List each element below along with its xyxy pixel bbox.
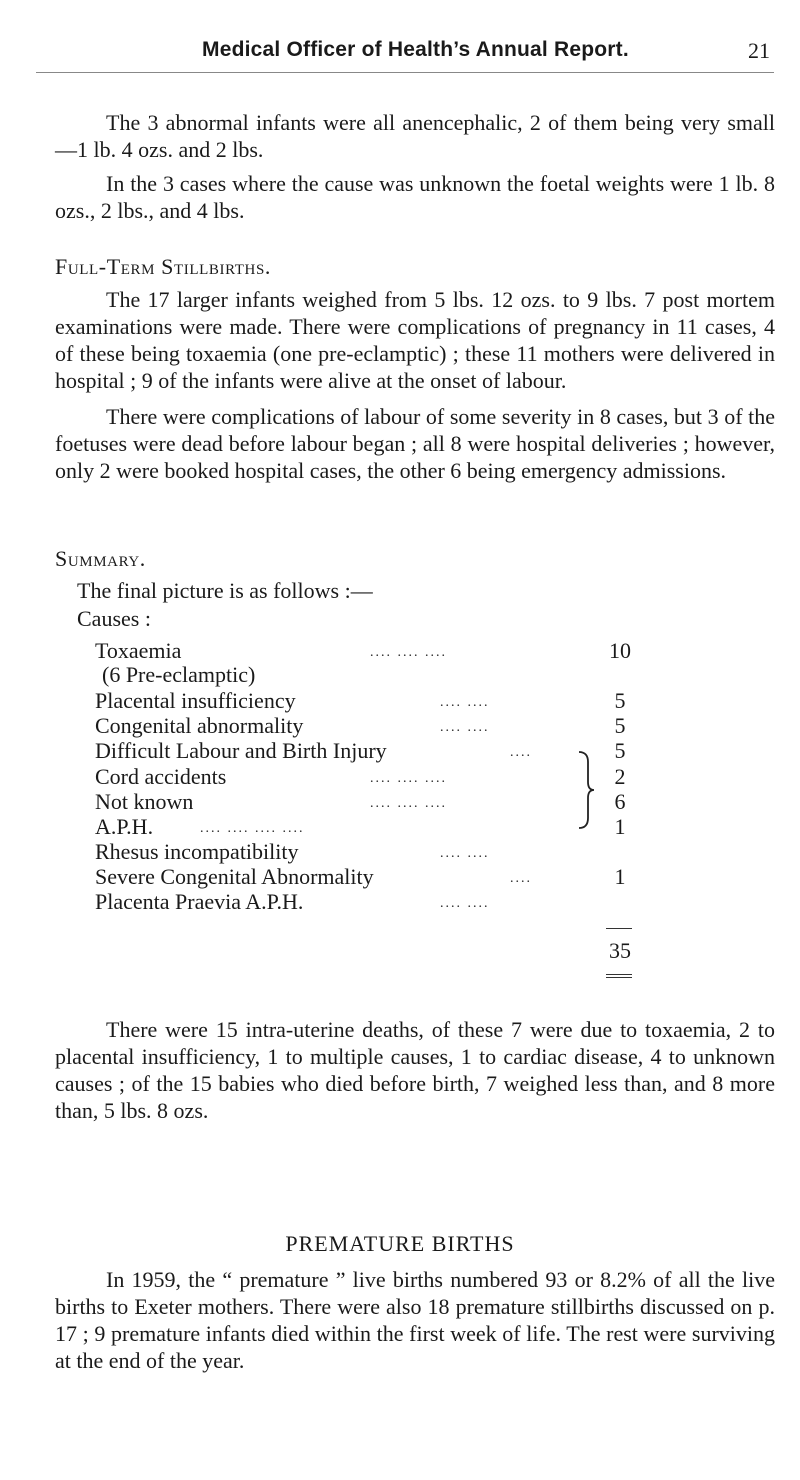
- causes-label: Causes :: [77, 606, 151, 631]
- grouped-value: 1: [614, 864, 626, 889]
- paragraph-premature-births: In 1959, the “ premature ” live births numbered 93 or 8.2% of all the live births to Exeter mothers. There were also 18 premature stillbirths discussed on p. 17 ; 9 premature infants died within the first week of life. The rest were surviving at the end of the year.: [55, 1267, 775, 1373]
- cause-value: 10: [609, 638, 631, 663]
- total-rule: [606, 928, 632, 929]
- paragraph-abnormal-infants: The 3 abnormal infants were all anencephalic, 2 of them being very small—1 lb. 4 ozs. and 2 lbs.: [55, 110, 775, 162]
- paragraph-intrauterine-deaths: There were 15 intra-uterine deaths, of these 7 were due to toxaemia, 2 to placental insufficiency, 1 to multiple causes, 1 to cardiac disease, 4 to unknown causes ; of the 15 babies who died before birth, 7 weighed less than, and 8 more than, 5 lbs. 8 ozs.: [55, 1017, 775, 1123]
- cause-label: Toxaemia: [95, 638, 182, 663]
- cause-value: 1: [614, 814, 626, 839]
- final-picture-line: The final picture is as follows :—: [77, 578, 373, 603]
- cause-label: A.P.H.: [95, 814, 154, 839]
- heading-full-term-stillbirths: Full-Term Stillbirths.: [55, 254, 272, 279]
- leader-dots: .... .... ....: [370, 645, 447, 660]
- cause-label: Placenta Praevia A.P.H.: [95, 889, 304, 914]
- paragraph-unknown-cause: In the 3 cases where the cause was unknown the foetal weights were 1 lb. 8 ozs., 2 lbs., and 4 lbs.: [55, 171, 775, 223]
- causes-total: 35: [609, 938, 631, 963]
- leader-dots: .... ....: [440, 846, 490, 861]
- heading-summary: Summary.: [55, 546, 146, 571]
- cause-sublabel: (6 Pre-eclamptic): [102, 662, 256, 687]
- report-title: Medical Officer of Health’s Annual Report.: [202, 38, 629, 61]
- heading-premature-births: PREMATURE BIRTHS: [285, 1231, 515, 1256]
- cause-value: 5: [614, 713, 626, 738]
- cause-label: Placental insufficiency: [95, 688, 296, 713]
- paragraph-labour-complications: There were complications of labour of some severity in 8 cases, but 3 of the foetuses were dead before labour began ; all 8 were hospital deliveries ; however, only 2 were booked hospital cases, the other 6 being emergency admissions.: [55, 404, 775, 483]
- leader-dots: .... .... .... ....: [200, 821, 305, 836]
- cause-value: 2: [614, 764, 626, 789]
- header-rule: [36, 72, 774, 73]
- leader-dots: .... ....: [440, 695, 490, 710]
- cause-label: Difficult Labour and Birth Injury: [95, 738, 387, 763]
- cause-label: Congenital abnormality: [95, 713, 304, 738]
- page-header: [36, 38, 774, 78]
- cause-label: Not known: [95, 789, 194, 814]
- total-double-rule-bottom: [606, 977, 632, 978]
- page-number: 21: [748, 38, 770, 63]
- leader-dots: .... ....: [440, 720, 490, 735]
- cause-value: 6: [614, 789, 626, 814]
- paragraph-larger-infants: The 17 larger infants weighed from 5 lbs. 12 ozs. to 9 lbs. 7 post mortem examinations were made. There were complications of pregnancy in 11 cases, 4 of these being toxaemia (one pre-eclamptic) ; these 11 mothers were delivered in hospital ; 9 of the infants were alive at the onset of labour.: [55, 287, 775, 393]
- total-double-rule-top: [606, 974, 632, 975]
- leader-dots: ....: [510, 745, 532, 760]
- leader-dots: .... .... ....: [370, 796, 447, 811]
- cause-value: 5: [614, 738, 626, 763]
- right-brace-icon: [576, 748, 596, 832]
- cause-value: 5: [614, 688, 626, 713]
- cause-label: Rhesus incompatibility: [95, 839, 299, 864]
- leader-dots: .... .... ....: [370, 771, 447, 786]
- cause-label: Cord accidents: [95, 764, 227, 789]
- cause-label: Severe Congenital Abnormality: [95, 864, 374, 889]
- leader-dots: ....: [510, 871, 532, 886]
- leader-dots: .... ....: [440, 896, 490, 911]
